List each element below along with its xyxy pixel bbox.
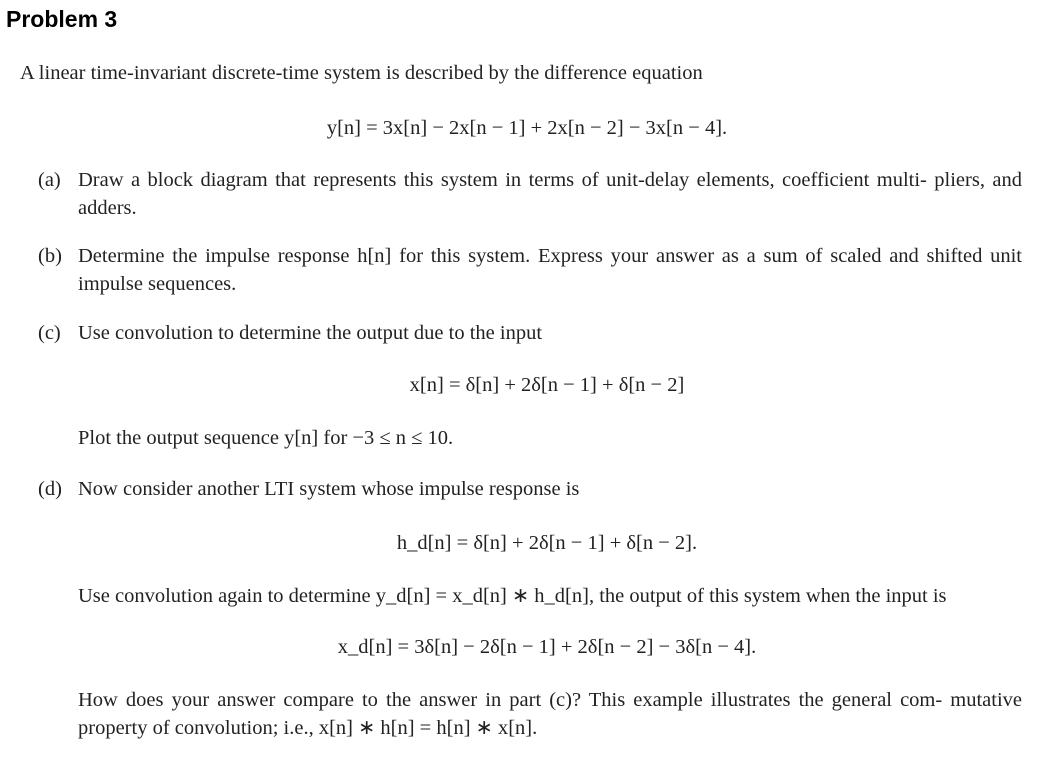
input-equation: x[n] = δ[n] + 2δ[n − 1] + δ[n − 2]: [409, 374, 685, 396]
difference-equation: y[n] = 3x[n] − 2x[n − 1] + 2x[n − 2] − 3x[n − 4].: [326, 117, 728, 139]
part-b-text: Determine the impulse response h[n] for this system. Express your answer as a sum of scaled and shifted unit impulse sequences.: [78, 245, 1022, 295]
part-a-label: (a): [38, 169, 61, 191]
part-d-label: (d): [38, 478, 62, 500]
part-d-text3: How does your answer compare to the answer in part (c)? This example illustrates the general com- mutative property of convolution; i.e., x[n] ∗ h[n] = h[n] ∗ x[n].: [78, 689, 1022, 739]
part-c-text: Use convolution to determine the output due to the input: [78, 322, 543, 344]
part-c-plot-text: Plot the output sequence y[n] for −3 ≤ n ≤ 10.: [78, 427, 454, 449]
impulse-response-equation: h_d[n] = δ[n] + 2δ[n − 1] + δ[n − 2].: [396, 532, 698, 554]
part-d-text2: Use convolution again to determine y_d[n] = x_d[n] ∗ h_d[n], the output of this system when the input is: [78, 585, 947, 607]
input-d-equation: x_d[n] = 3δ[n] − 2δ[n − 1] + 2δ[n − 2] − 3δ[n − 4].: [337, 636, 757, 658]
problem-title: Problem 3: [6, 6, 118, 32]
part-d-text: Now consider another LTI system whose impulse response is: [78, 478, 580, 500]
part-c-label: (c): [38, 322, 61, 344]
part-b-label: (b): [38, 245, 62, 267]
part-a-text: Draw a block diagram that represents this system in terms of unit-delay elements, coefficient multi- pliers, and adders.: [78, 169, 1022, 219]
intro-text: A linear time-invariant discrete-time system is described by the difference equation: [20, 62, 703, 84]
